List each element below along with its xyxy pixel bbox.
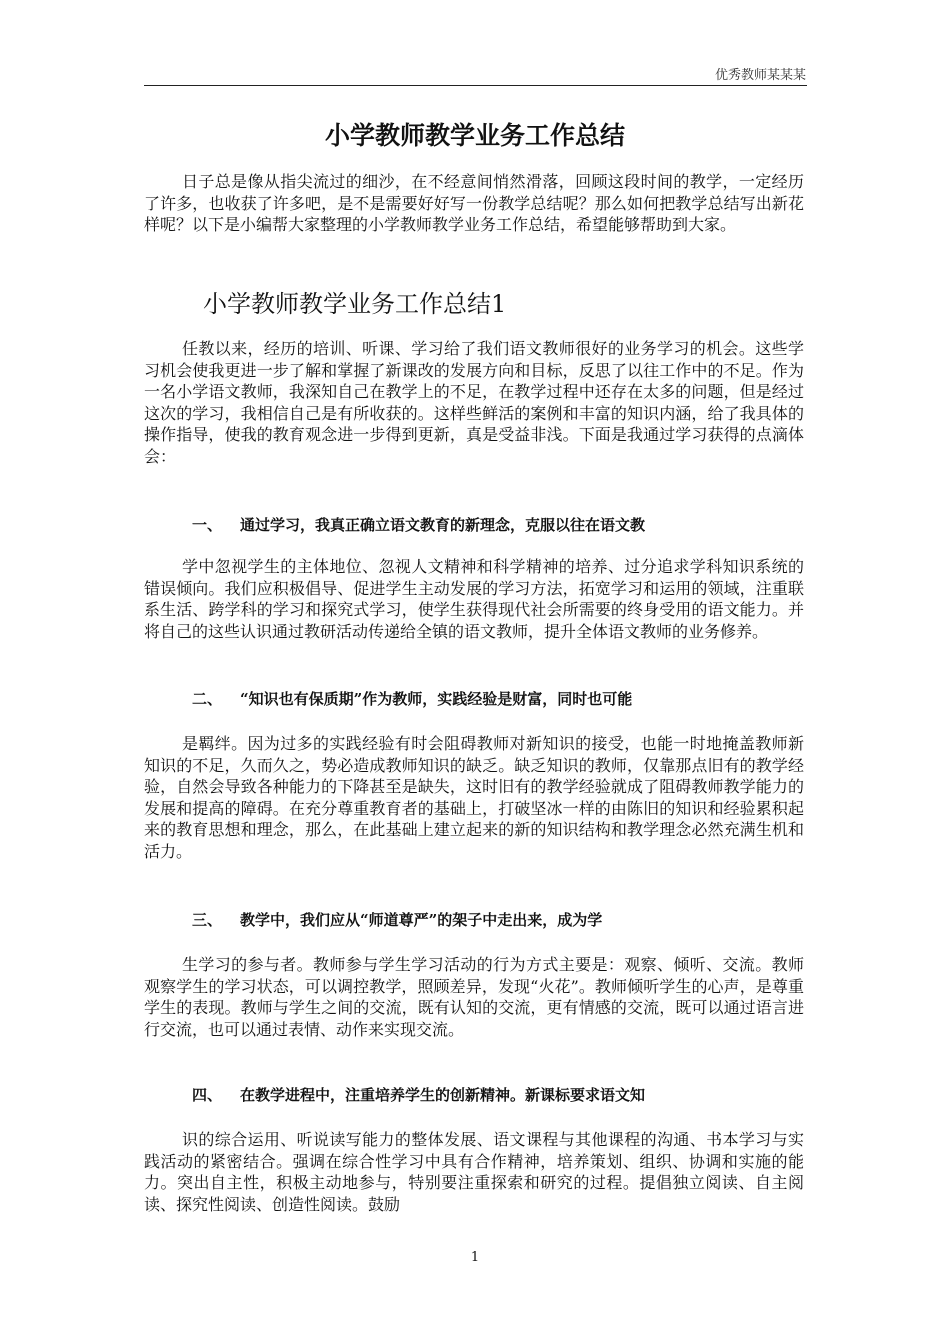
point-body: 生学习的参与者。教师参与学生学习活动的行为方式主要是：观察、倾听、交流。教师观察学生的学习状态，可以调控教学，照顾差异，发现“火花”。教师倾听学生的心声，是尊重学生的表现。教师与学生之间的交流，既有认知的交流，更有情感的交流，既可以通过语言进行交流，也可以通过表情、动作来实现交流。 bbox=[144, 955, 804, 1039]
point-body: 是羁绊。因为过多的实践经验有时会阻碍教师对新知识的接受，也能一时地掩盖教师新知识的不足，久而久之，势必造成教师知识的缺乏。缺乏知识的教师，仅靠那点旧有的教学经验，自然会导致各种能力的下降甚至是缺失，这时旧有的教学经验就成了阻碍教师教学能力的发展和提高的障碍。在充分尊重教育者的基础上，打破坚冰一样的由陈旧的知识和经验累积起来的教育思想和理念，那么，在此基础上建立起来的新的知识结构和教学理念必然充满生机和活力。 bbox=[144, 734, 804, 861]
document-title: 小学教师教学业务工作总结 bbox=[324, 121, 625, 150]
point-heading bbox=[192, 688, 632, 709]
point-number: 二、 bbox=[192, 690, 223, 708]
intro-paragraph: 日子总是像从指尖流过的细沙，在不经意间悄然滑落，回顾这段时间的教学，一定经历了许多，也收获了许多吧，是不是需要好好写一份教学总结呢？那么如何把教学总结写出新花样呢？以下是小编帮大家整理的小学教师教学业务工作总结，希望能够帮助到大家。 bbox=[144, 172, 804, 234]
header-rule bbox=[144, 85, 807, 86]
section-opening-paragraph: 任教以来，经历的培训、听课、学习给了我们语文教师很好的业务学习的机会。这些学习机会使我更进一步了解和掌握了新课改的发展方向和目标，反思了以往工作中的不足。作为一名小学语文教师，我深知自己在教学上的不足，在教学过程中还存在太多的问题，但是经过这次的学习，我相信自己是有所收获的。这样些鲜活的案例和丰富的知识内涵，给了我具体的操作指导，使我的教育观念进一步得到更新，真是受益非浅。下面是我通过学习获得的点滴体会： bbox=[144, 339, 804, 466]
point-heading-text: 通过学习，我真正确立语文教育的新理念，克服以往在语文教 bbox=[240, 516, 646, 534]
point-heading-text: 在教学进程中，注重培养学生的创新精神。新课标要求语文知 bbox=[240, 1086, 646, 1104]
section-title: 小学教师教学业务工作总结1 bbox=[203, 290, 507, 318]
point-heading bbox=[192, 909, 602, 930]
point-number: 一、 bbox=[192, 516, 223, 534]
point-heading-text: “知识也有保质期”作为教师，实践经验是财富，同时也可能 bbox=[240, 690, 633, 708]
point-body: 学中忽视学生的主体地位、忽视人文精神和科学精神的培养、过分追求学科知识系统的错误倾向。我们应积极倡导、促进学生主动发展的学习方法，拓宽学习和运用的领域，注重联系生活、跨学科的学习和探究式学习，使学生获得现代社会所需要的终身受用的语文能力。并将自己的这些认识通过教研活动传递给全镇的语文教师，提升全体语文教师的业务修养。 bbox=[144, 557, 804, 641]
point-heading bbox=[192, 1084, 645, 1105]
point-heading-text: 教学中，我们应从“师道尊严”的架子中走出来，成为学 bbox=[240, 911, 603, 929]
header-author: 优秀教师某某某 bbox=[714, 68, 806, 83]
point-number: 四、 bbox=[192, 1086, 223, 1104]
point-heading bbox=[192, 514, 645, 535]
point-body: 识的综合运用、听说读写能力的整体发展、语文课程与其他课程的沟通、书本学习与实践活动的紧密结合。强调在综合性学习中具有合作精神，培养策划、组织、协调和实施的能力。突出自主性，积极主动地参与，特别要注重探索和研究的过程。提倡独立阅读、自主阅读、探究性阅读、创造性阅读。鼓励 bbox=[144, 1130, 804, 1214]
point-number: 三、 bbox=[192, 911, 223, 929]
page-number: 1 bbox=[470, 1250, 480, 1265]
